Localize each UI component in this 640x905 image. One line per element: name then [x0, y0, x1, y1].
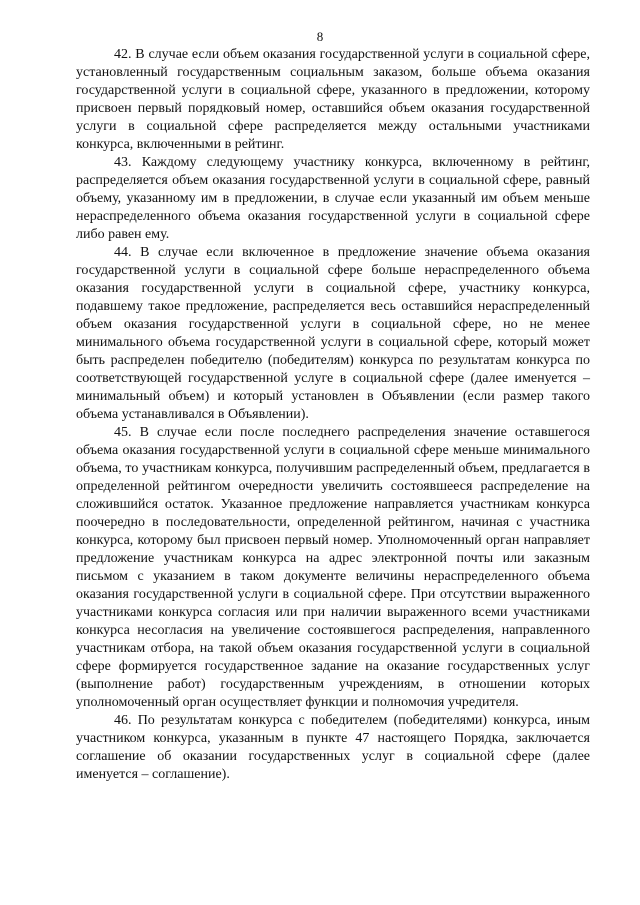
paragraph-43: 43. Каждому следующему участнику конкурса, включенному в рейтинг, распределяется объем оказания государственной услуги в социальной сфере, равный объему, указанному им в предложении, в случае если указанный им объем меньше нераспределенного объема оказания государственной услуги в социальной сфере либо равен ему.: [76, 155, 590, 242]
paragraph-46: 46. По результатам конкурса с победителем (победителями) конкурса, иным участником конкурса, указанным в пункте 47 настоящего Порядка, заключается соглашение об оказании государственных услуг в социальной сфере (далее именуется – соглашение).: [76, 713, 590, 782]
paragraph-44: 44. В случае если включенное в предложение значение объема оказания государственной услуги в социальной сфере больше нераспределенного объема оказания государственной услуги в социальной сфере, участнику конкурса, подавшему такое предложение, распределяется весь оставшийся нераспределенный объем оказания государственной услуги в социальной сфере, но не менее минимального объема государственной услуги в социальной сфере, который может быть распределен победителю (победителям) конкурса по результатам конкурса по соответствующей государственной услуге в социальной сфере (далее именуется – минимальный объем) и который установлен в Объявлении (если размер такого объема устанавливался в Объявлении).: [76, 245, 590, 422]
document-body: [76, 46, 590, 784]
paragraph-42: 42. В случае если объем оказания государственной услуги в социальной сфере, установленный государственным социальным заказом, больше объема оказания государственной услуги в социальной сфере, указанного в предложении, которому присвоен первый порядковый номер, оставшийся объем оказания государственной услуги в социальной сфере распределяется между остальными участниками конкурса, включенными в рейтинг.: [76, 47, 590, 152]
page-number: 8: [316, 29, 324, 44]
paragraph-45: 45. В случае если после последнего распределения значение оставшегося объема оказания государственной услуги в социальной сфере меньше минимального объема, то участникам конкурса, получившим распределенный объем, предлагается в определенной рейтингом очередности увеличить состоявшееся распределение на сложившийся остаток. Указанное предложение направляется участникам конкурса поочередно в последовательности, определенной рейтингом, начиная с участника конкурса, которому был присвоен первый номер. Уполномоченный орган направляет предложение участникам конкурса на адрес электронной почты или заказным письмом с указанием в таком документе величины нераспределенного объема оказания государственной услуги в социальной сфере. При отсутствии выраженного участниками конкурса согласия или при наличии выраженного всеми участниками конкурса несогласия на увеличение состоявшегося распределения, направленного участникам отбора, на такой объем оказания государственной услуги в социальной сфере формируется государственное задание на оказание государственных услуг (выполнение работ) государственным учреждениям, в отношении которых уполномоченный орган осуществляет функции и полномочия учредителя.: [76, 425, 590, 710]
